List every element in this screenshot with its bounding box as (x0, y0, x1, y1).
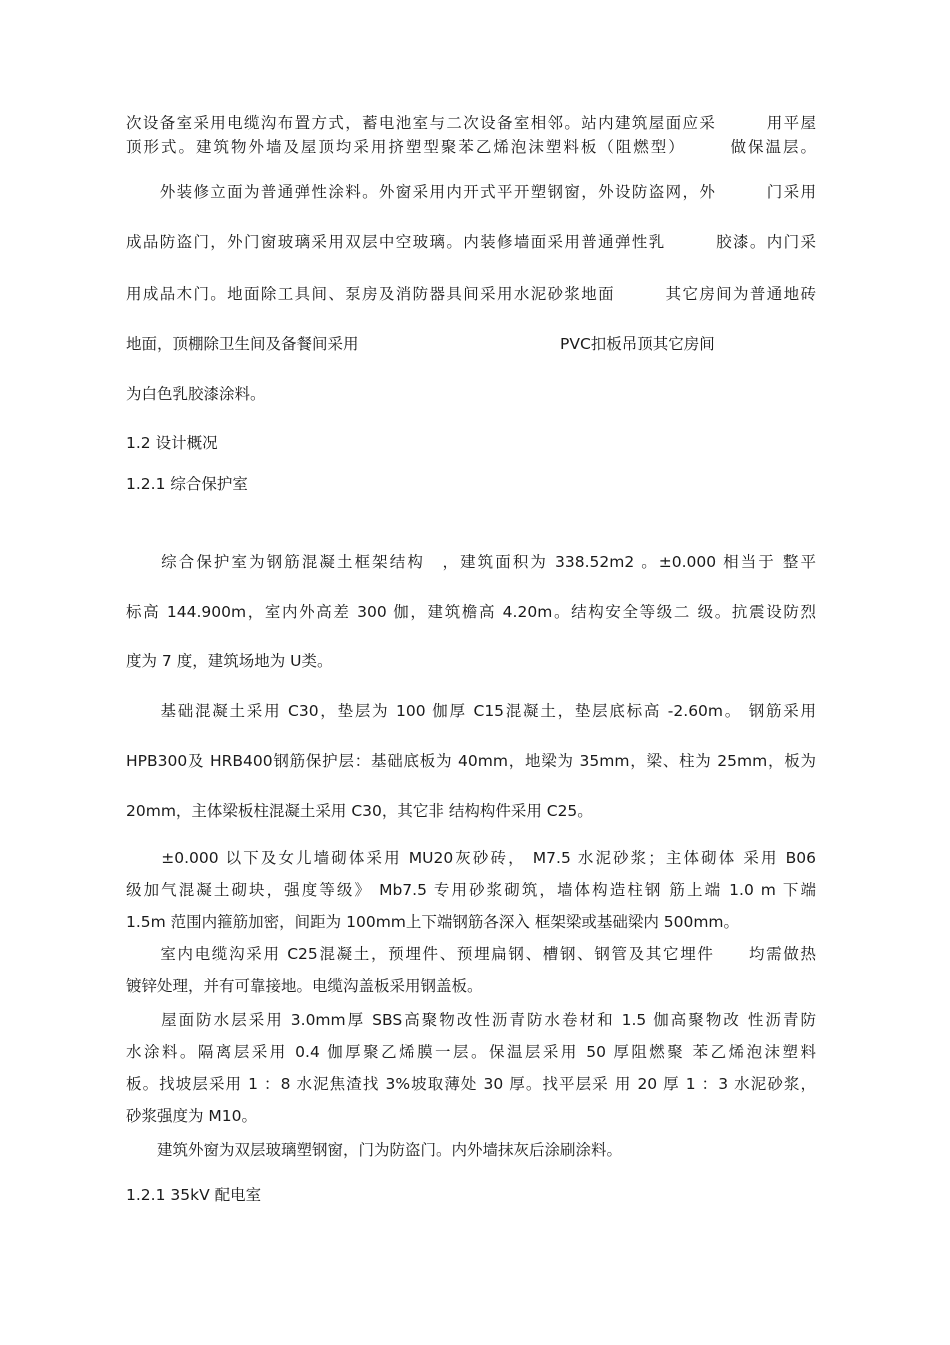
body-text-line: 外装修立面为普通弹性涂料。外窗采用内开式平开塑钢窗，外设防盗网，外 门采用 (126, 183, 816, 201)
subsection-heading: 1.2.1 综合保护室 (126, 475, 248, 493)
body-text-line: 水涂料。隔离层采用 0.4 伽厚聚乙烯膜一层。保温层采用 50 厚阻燃聚 苯乙烯泡沫塑料 (126, 1043, 816, 1061)
body-text-line: 基础混凝土采用 C30，垫层为 100 伽厚 C15混凝土，垫层底标高 -2.60m。 钢筋采用 (126, 702, 816, 720)
subsection-heading: 1.2.1 35kV 配电室 (126, 1186, 262, 1204)
body-text-line: 级加气混凝土砌块，强度等级》 Mb7.5 专用砂浆砌筑，墙体构造柱钢 筋上端 1.0 m 下端 (126, 881, 816, 899)
body-text-line: 室内电缆沟采用 C25混凝土，预埋件、预埋扁钢、槽钢、钢管及其它埋件 均需做热 (126, 945, 816, 963)
body-text-line: 次设备室采用电缆沟布置方式，蓄电池室与二次设备室相邻。站内建筑屋面应采 用平屋 (126, 114, 816, 132)
body-text-line: HPB300及 HRB400钢筋保护层：基础底板为 40mm，地梁为 35mm，梁、柱为 25mm，板为 (126, 752, 816, 770)
body-text-line: 砂浆强度为 M10。 (126, 1107, 258, 1125)
body-text-line: 成品防盗门，外门窗玻璃采用双层中空玻璃。内装修墙面采用普通弹性乳 胶漆。内门采 (126, 233, 816, 251)
body-text-line: 板。找坡层采用 1 ：8 水泥焦渣找 3%坡取薄处 30 厚。找平层采 用 20 厚 1 ：3 水泥砂浆， (126, 1075, 816, 1093)
body-text-line: 度为 7 度，建筑场地为 U类。 (126, 652, 333, 670)
body-text-line: 1.5m 范围内箍筋加密，间距为 100mm上下端钢筋各深入 框架梁或基础梁内 500mm。 (126, 913, 740, 931)
body-text-line: 综合保护室为钢筋混凝土框架结构 ，建筑面积为 338.52m2 。±0.000 相当于 整平 (126, 553, 816, 571)
body-text-line: 屋面防水层采用 3.0mm厚 SBS高聚物改性沥青防水卷材和 1.5 伽高聚物改 性沥青防 (126, 1011, 816, 1029)
body-text-line: 顶形式。建筑物外墙及屋顶均采用挤塑型聚苯乙烯泡沫塑料板（阻燃型） 做保温层。 (126, 138, 816, 156)
body-text-line: 镀锌处理，并有可靠接地。电缆沟盖板采用钢盖板。 (126, 977, 483, 995)
body-text-line: ±0.000 以下及女儿墙砌体采用 MU20灰砂砖， M7.5 水泥砂浆；主体砌体 采用 B06 (126, 849, 816, 867)
body-text-line: 建筑外窗为双层玻璃塑钢窗，门为防盗门。内外墙抹灰后涂刷涂料。 (126, 1141, 623, 1159)
body-text-line: 标高 144.900m，室内外高差 300 伽，建筑檐高 4.20m。结构安全等级二 级。抗震设防烈 (126, 603, 816, 621)
section-heading: 1.2 设计概况 (126, 434, 218, 452)
body-text-line: 用成品木门。地面除工具间、泵房及消防器具间采用水泥砂浆地面 其它房间为普通地砖 (126, 285, 816, 303)
body-text-line: 为白色乳胶漆涂料。 (126, 385, 266, 403)
body-text-line: 20mm，主体梁板柱混凝土采用 C30，其它非 结构构件采用 C25。 (126, 802, 593, 820)
body-text-line: 地面，顶棚除卫生间及备餐间采用 PVC扣板吊顶其它房间 (126, 335, 715, 353)
